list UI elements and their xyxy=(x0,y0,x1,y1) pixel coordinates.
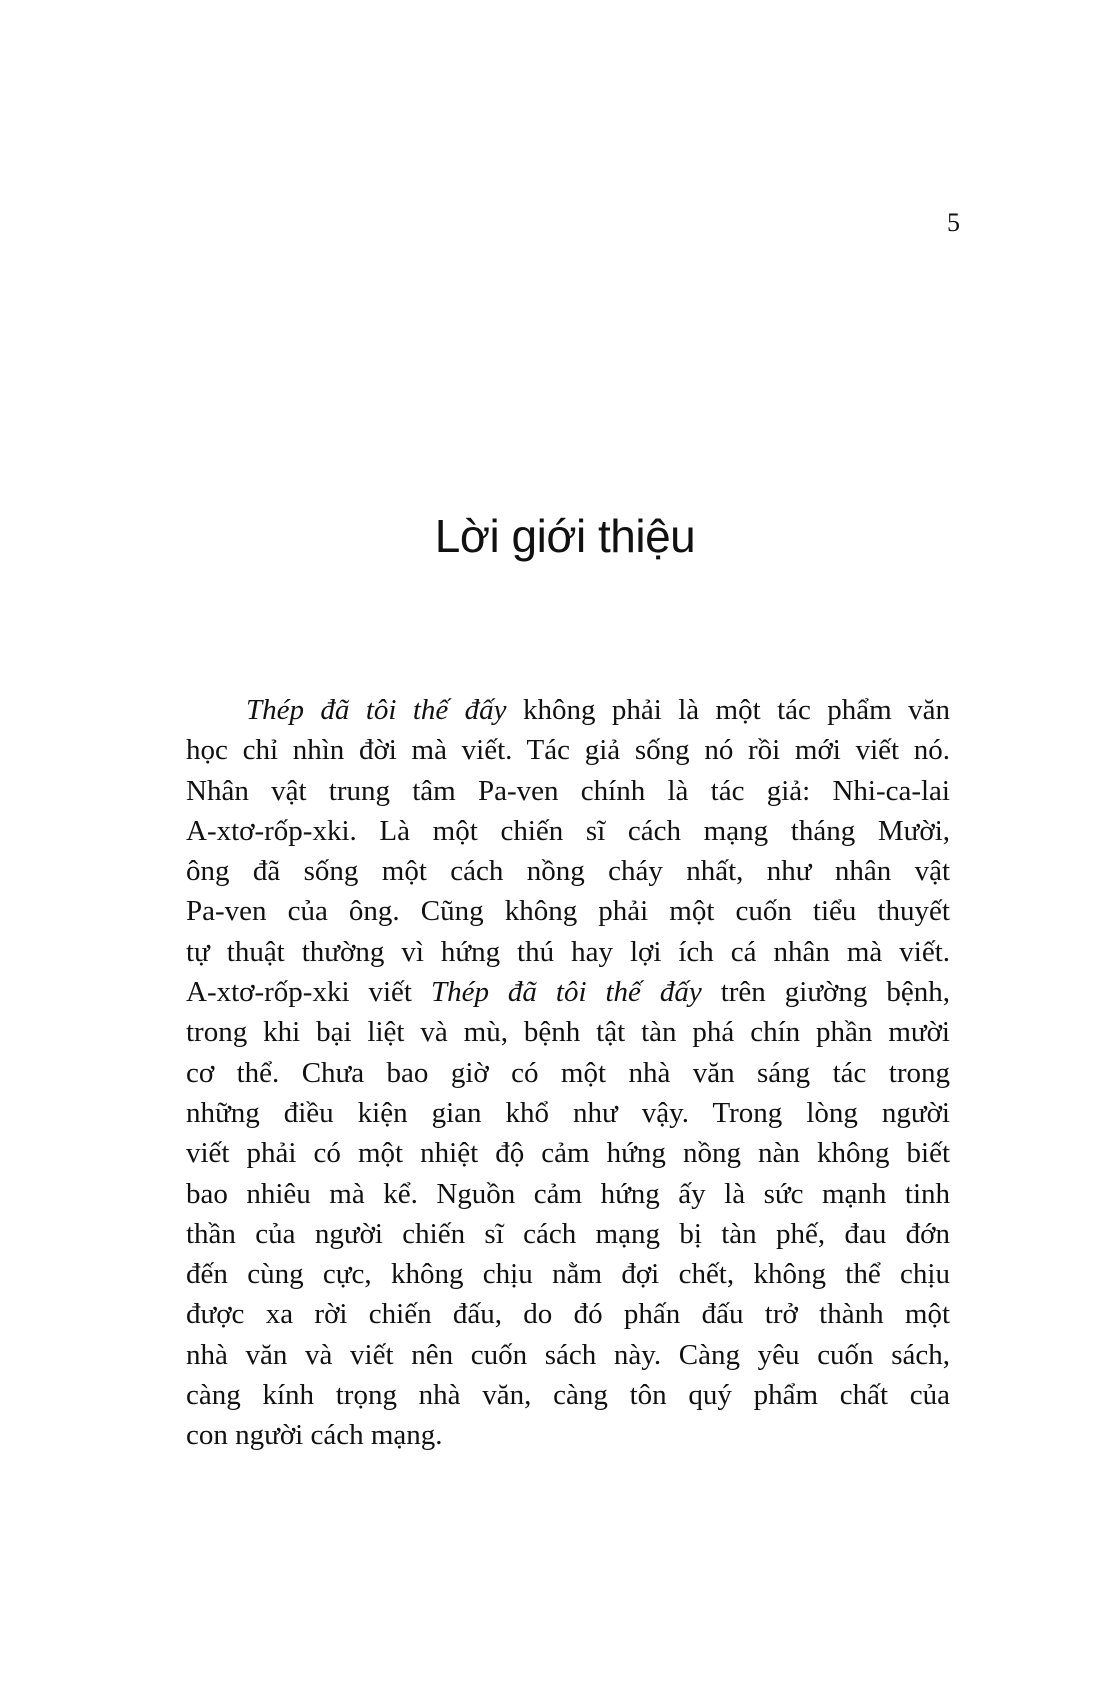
paragraph-line: học chỉ nhìn đời mà viết. Tác giả sống nó rồi mới viết nó. xyxy=(186,734,950,767)
book-title-italic: Thép đã tôi thế đấy xyxy=(246,694,507,726)
page-number: 5 xyxy=(947,208,960,237)
line-text: không phải là một tác phẩm văn xyxy=(506,694,950,726)
paragraph-line: cơ thể. Chưa bao giờ có một nhà văn sáng tác trong xyxy=(186,1056,950,1089)
introduction-paragraph xyxy=(186,690,950,1456)
paragraph-line xyxy=(186,972,950,1012)
paragraph-line: Nhân vật trung tâm Pa-ven chính là tác giả: Nhi-ca-lai xyxy=(186,774,950,807)
paragraph-line: đến cùng cực, không chịu nằm đợi chết, không thể chịu xyxy=(186,1258,950,1291)
paragraph-line: ông đã sống một cách nồng cháy nhất, như nhân vật xyxy=(186,855,950,888)
paragraph-line: Pa-ven của ông. Cũng không phải một cuốn tiểu thuyết xyxy=(186,895,950,928)
paragraph-line: nhà văn và viết nên cuốn sách này. Càng yêu cuốn sách, xyxy=(186,1338,950,1371)
paragraph-line: tự thuật thường vì hứng thú hay lợi ích cá nhân mà viết. xyxy=(186,935,950,968)
chapter-title: Lời giới thiệu xyxy=(434,510,696,562)
line-text: A-xtơ-rốp-xki viết xyxy=(186,976,431,1009)
paragraph-line: con người cách mạng. xyxy=(186,1419,443,1452)
book-title-italic: Thép đã tôi thế đấy xyxy=(430,976,702,1009)
paragraph-line: viết phải có một nhiệt độ cảm hứng nồng nàn không biết xyxy=(186,1137,950,1170)
paragraph-line: bao nhiêu mà kể. Nguồn cảm hứng ấy là sức mạnh tinh xyxy=(186,1177,950,1210)
paragraph-line: thần của người chiến sĩ cách mạng bị tàn phế, đau đớn xyxy=(186,1217,950,1250)
paragraph-line: A-xtơ-rốp-xki. Là một chiến sĩ cách mạng tháng Mười, xyxy=(186,814,950,847)
line-text: trên giường bệnh, xyxy=(701,976,950,1009)
paragraph-line: được xa rời chiến đấu, do đó phấn đấu trở thành một xyxy=(186,1298,950,1331)
paragraph-line: những điều kiện gian khổ như vậy. Trong lòng người xyxy=(186,1096,950,1129)
paragraph-line xyxy=(186,690,950,730)
paragraph-line: càng kính trọng nhà văn, càng tôn quý phẩm chất của xyxy=(186,1379,950,1412)
paragraph-line: trong khi bại liệt và mù, bệnh tật tàn phá chín phần mười xyxy=(186,1016,950,1049)
